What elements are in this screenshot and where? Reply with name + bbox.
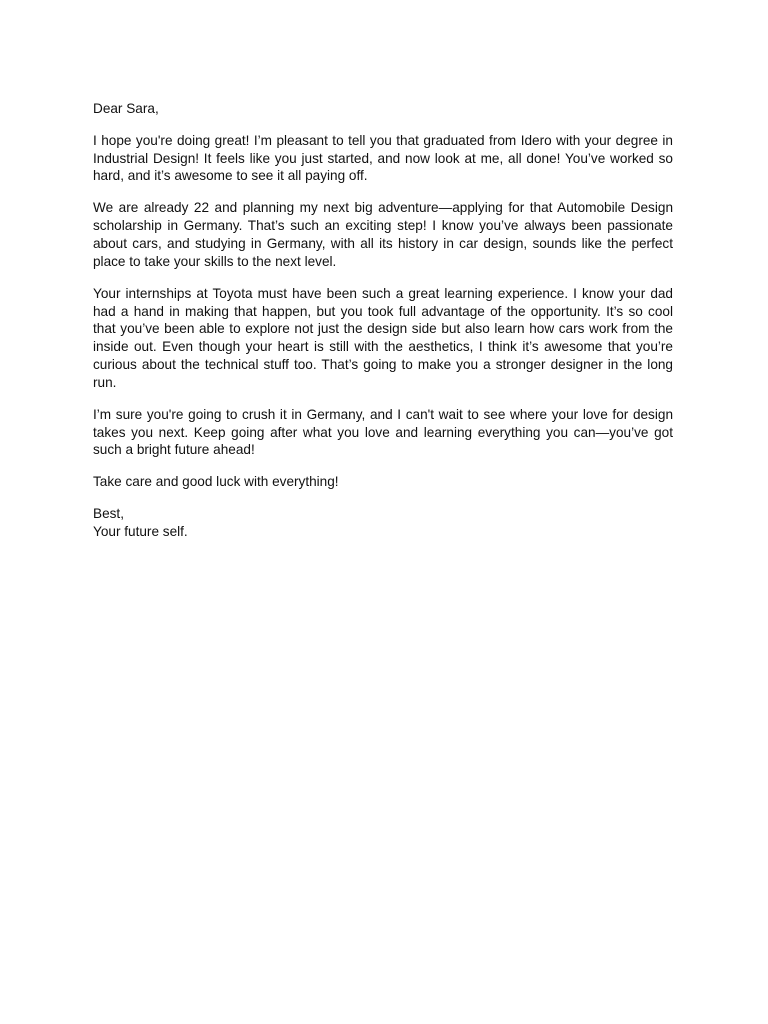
- signature: Your future self.: [93, 523, 188, 539]
- signoff: Best,: [93, 506, 124, 522]
- paragraph-1: I hope you're doing great! I’m pleasant to tell you that graduated from Idero with your degree in Industrial Design! It feels like you just started, and now look at me, all done! You’ve worked so hard, and it’s awesome to see it all paying off.: [93, 132, 673, 184]
- signoff-block: [93, 505, 673, 541]
- paragraph-4: I’m sure you're going to crush it in Germany, and I can't wait to see where your love for design takes you next. Keep going after what you love and learning everything you can—you’ve got such a bright future ahead!: [93, 406, 673, 458]
- paragraph-2: We are already 22 and planning my next big adventure—applying for that Automobile Design scholarship in Germany. That’s such an exciting step! I know you’ve always been passionate about cars, and studying in Germany, with all its history in car design, sounds like the perfect place to take your skills to the next level.: [93, 200, 673, 269]
- letter-body: [93, 100, 673, 541]
- paragraph-3: Your internships at Toyota must have been such a great learning experience. I know your dad had a hand in making that happen, but you took full advantage of the opportunity. It’s so cool that you’ve been able to explore not just the design side but also learn how cars work from the inside out. Even though your heart is still with the aesthetics, I think it’s awesome that you’re curious about the technical stuff too. That’s going to make you a stronger designer in the long run.: [93, 285, 673, 390]
- salutation: Dear Sara,: [93, 101, 159, 116]
- closing-line: Take care and good luck with everything!: [93, 474, 339, 490]
